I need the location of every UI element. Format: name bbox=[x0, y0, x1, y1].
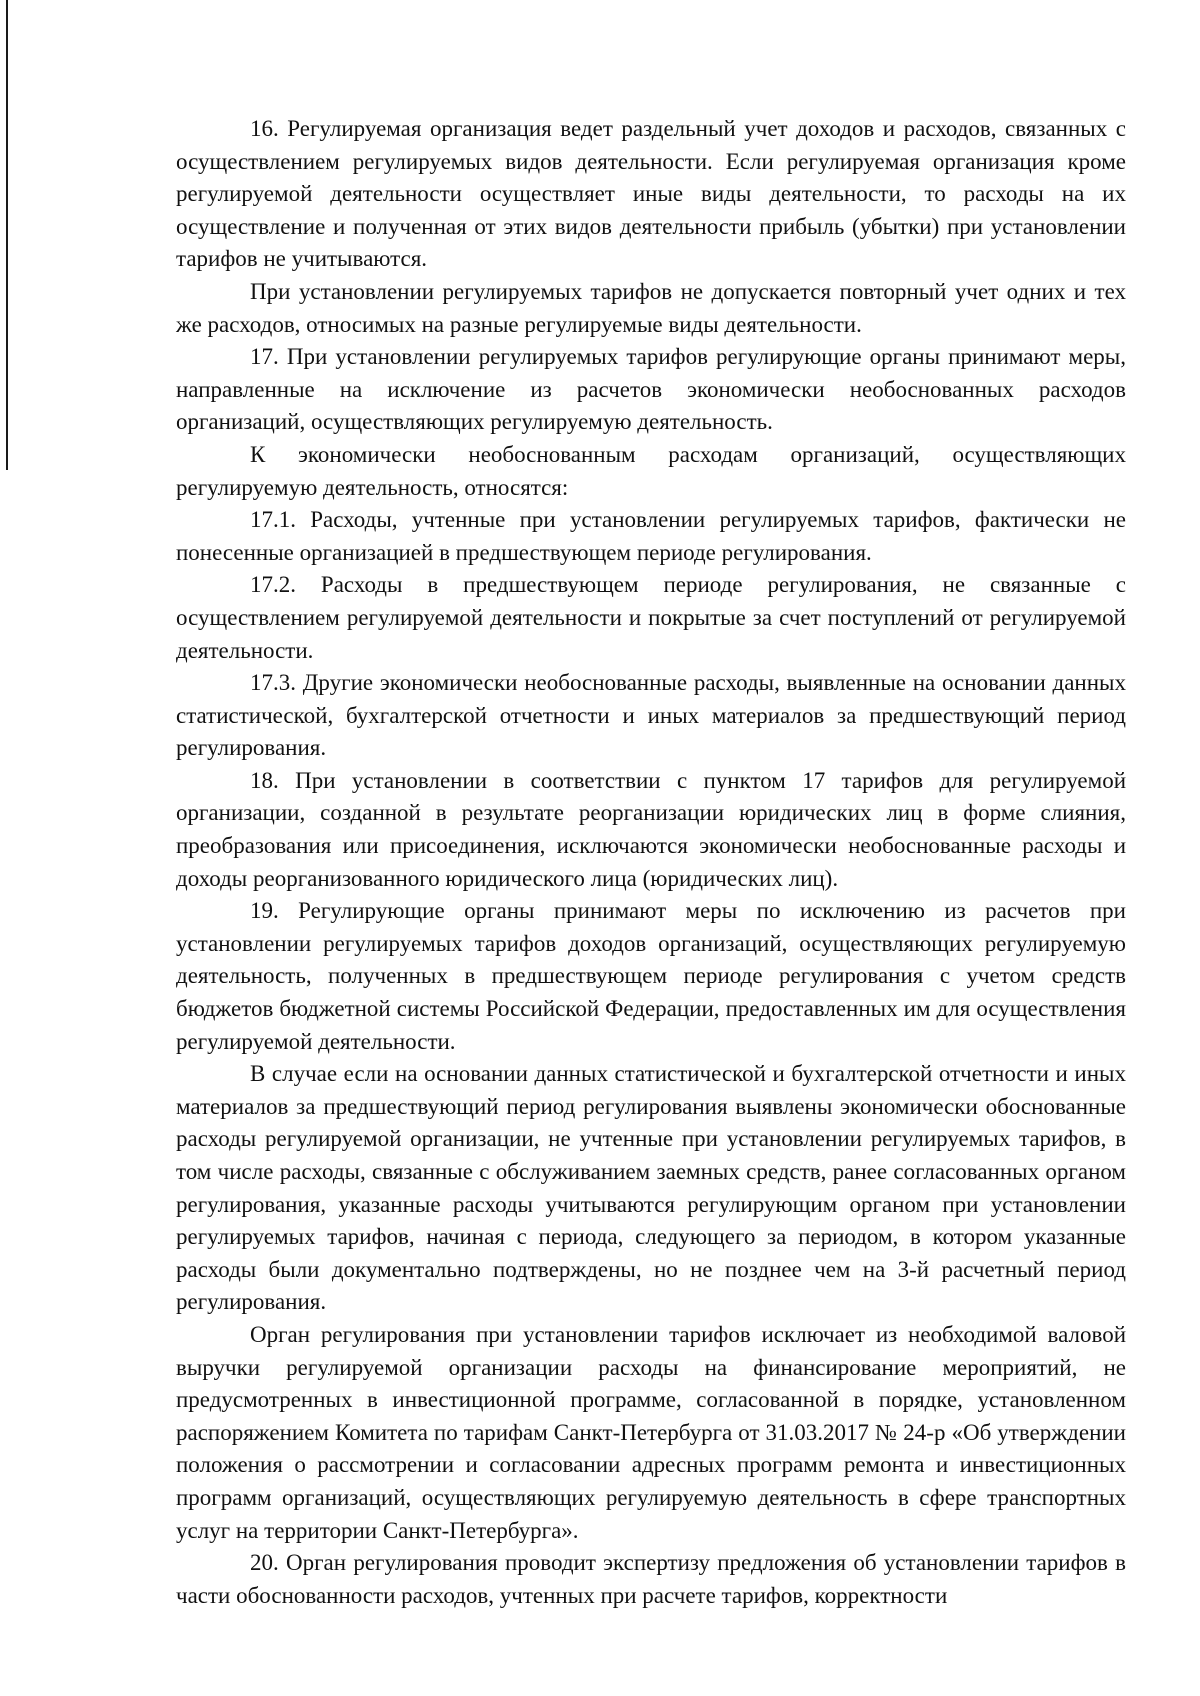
paragraph-19: 19. Регулирующие органы принимают меры по исключению из расчетов при установлении регулируемых тарифов доходов организаций, осуществляющих регулируемую деятельность, полученных в предшествующем периоде регулирования с учетом средств бюджетов бюджетной системы Российской Федерации, предоставленных им для осуществления регулируемой деятельности. bbox=[176, 898, 1126, 1054]
paragraph-18: 18. При установлении в соответствии с пунктом 17 тарифов для регулируемой организации, созданной в результате реорганизации юридических лиц в форме слияния, преобразования или присоединения, исключаются экономически необоснованные расходы и доходы реорганизованного юридического лица (юридических лиц). bbox=[176, 767, 1126, 891]
paragraph-17-3: 17.3. Другие экономически необоснованные расходы, выявленные на основании данных статистической, бухгалтерской отчетности и иных материалов за предшествующий период регулирования. bbox=[176, 670, 1126, 761]
paragraph-17-2: 17.2. Расходы в предшествующем периоде регулирования, не связанные с осуществлением регулируемой деятельности и покрытые за счет поступлений от регулируемой деятельности. bbox=[176, 572, 1126, 663]
paragraph-19-investment-program: Орган регулирования при установлении тарифов исключает из необходимой валовой выручки регулируемой организации расходы на финансирование мероприятий, не предусмотренных в инвестиционной программе, согласованной в порядке, установленном распоряжением Комитета по тарифам Санкт-Петербурга от 31.03.2017 № 24-р «Об утверждении положения о рассмотрении и согласовании адресных программ ремонта и инвестиционных программ организаций, осуществляющих регулируемую деятельность в сфере транспортных услуг на территории Санкт-Петербурга». bbox=[176, 1321, 1126, 1543]
paragraph-17-intro-list: К экономически необоснованным расходам организаций, осуществляющих регулируемую деятельность, относятся: bbox=[176, 441, 1126, 500]
scan-margin-line bbox=[6, 0, 8, 470]
paragraph-16-double-counting: При установлении регулируемых тарифов не допускается повторный учет одних и тех же расходов, относимых на разные регулируемые виды деятельности. bbox=[176, 278, 1126, 337]
paragraph-19-justified-expenses: В случае если на основании данных статистической и бухгалтерской отчетности и иных материалов за предшествующий период регулирования выявлены экономически обоснованные расходы регулируемой организации, не учтенные при установлении регулируемых тарифов, в том числе расходы, связанные с обслуживанием заемных средств, ранее согласованных органом регулирования, указанные расходы учитываются регулирующим органом при установлении регулируемых тарифов, начиная с периода, следующего за периодом, в котором указанные расходы были документально подтверждены, но не позднее чем на 3-й расчетный период регулирования. bbox=[176, 1061, 1126, 1315]
paragraph-17-1: 17.1. Расходы, учтенные при установлении регулируемых тарифов, фактически не понесенные организацией в предшествующем периоде регулирования. bbox=[176, 507, 1126, 565]
paragraph-17: 17. При установлении регулируемых тарифов регулирующие органы принимают меры, направленные на исключение из расчетов экономически необоснованных расходов организаций, осуществляющих регулируемую деятельность. bbox=[176, 344, 1126, 435]
paragraph-20: 20. Орган регулирования проводит экспертизу предложения об установлении тарифов в части обоснованности расходов, учтенных при расчете тарифов, корректности bbox=[176, 1550, 1126, 1608]
paragraph-16: 16. Регулируемая организация ведет раздельный учет доходов и расходов, связанных с осуществлением регулируемых видов деятельности. Если регулируемая организация кроме регулируемой деятельности осуществляет иные виды деятельности, то расходы на их осуществление и полученная от этих видов деятельности прибыль (убытки) при установлении тарифов не учитываются. bbox=[176, 116, 1126, 272]
document-body bbox=[176, 113, 1126, 1612]
